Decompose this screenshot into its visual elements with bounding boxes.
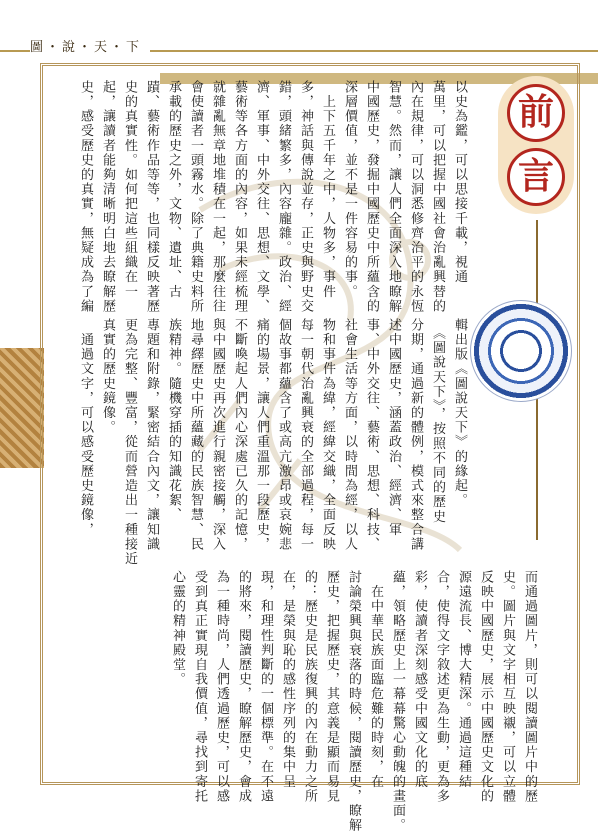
body-text-block-2: 輯出版《圖說天下》的緣起。 《圖說天下》，按照不同的歷史 分期，通過新的體例，模式來整合講 述中國歷史，涵蓋政治、經濟、軍 事、中外交往、藝術、思想、科技、 社會生活等方面，以時間為經，以人 物和事件為緯，經緯交織，全面反映 每一朝代治亂興衰的全部過程，每一 個故事都蘊含了或高亢激昂或哀婉悲 痛的場景，讓人們重溫那一段歷史， 不斷喚起人們內心深處已久的記憶， 與中國歷史再次進行親密接觸，深入 地尋繹歷史中所蘊藏的民族智慧、民 族精神。隨機穿插的知識花絮、 專題和附錄，緊密結合內文，讓知識 更為完整、豐富，從而營造出一種接近 真實的歷史鏡像。 通過文字，可以感受歷史鏡像， — [78, 318, 467, 567]
body-text-block-1: 以史為鑑，可以思接千載，視通 萬里，可以把握中國社會治亂興替的 內在規律，可以洞悉修齊治平的永恆 智慧。然而，讓人們全面深入地瞭解 中國歷史，發掘中國歷史中所蘊含的 深層價值，並不是一件容易的事。 上下五千年之中，人物多，事件 多，神話與傳說並存，正史與野史交 錯，頭緒繁多，內容龐雜。政治、經 濟、軍事、中外交往、思想、文學、 藝術等各方面的內容，如果未經梳理 就雜亂無章地堆積在一起，那麼往往 會使讀者一頭霧水。除了典籍史料所 承載的歷史之外，文物、遺址、古 蹟、藝術作品等等，也同樣反映著歷 史的真實性。如何把這些組織在一 起，讓讀者能夠清晰明白地去瞭解歷 史，感受歷史的真實，無疑成為了編 — [78, 80, 467, 314]
title-char-yan: 言 — [507, 148, 565, 206]
running-header-title: 圖・說・天・下 — [30, 36, 150, 55]
title-column — [496, 76, 576, 216]
title-char-qian: 前 — [507, 84, 565, 142]
porcelain-plate-image — [470, 300, 572, 402]
body-text-block-3: 而通過圖片，則可以閱讀圖片中的歷 史。圖片與文字相互映襯，可以立體 反映中國歷史，展示中國歷史文化的 源遠流長、博大精深。通過這種結 合，使得文字敘述更為生動，更為多 彩，使讀者深刻感受中國文化的底 蘊，領略歷史上一幕幕驚心動魄的畫面。 在中華民族面臨危難的時刻，在 討論榮興與衰落的時候，閱讀歷史，瞭解 歷史，把握歷史，其意義是顯而易見 的：歷史是民族復興的內在動力之所 在，是榮與恥的感性序列的集中呈 現，和理性判斷的一個標準。在不遠 的將來，閱讀歷史，瞭解歷史，會成 為一種時尚，人們透過歷史，可以感 受到真正實現自我價值，尋找到寄托 心靈的精神殿堂。 — [170, 570, 537, 833]
decorative-pattern-strip — [0, 348, 44, 468]
